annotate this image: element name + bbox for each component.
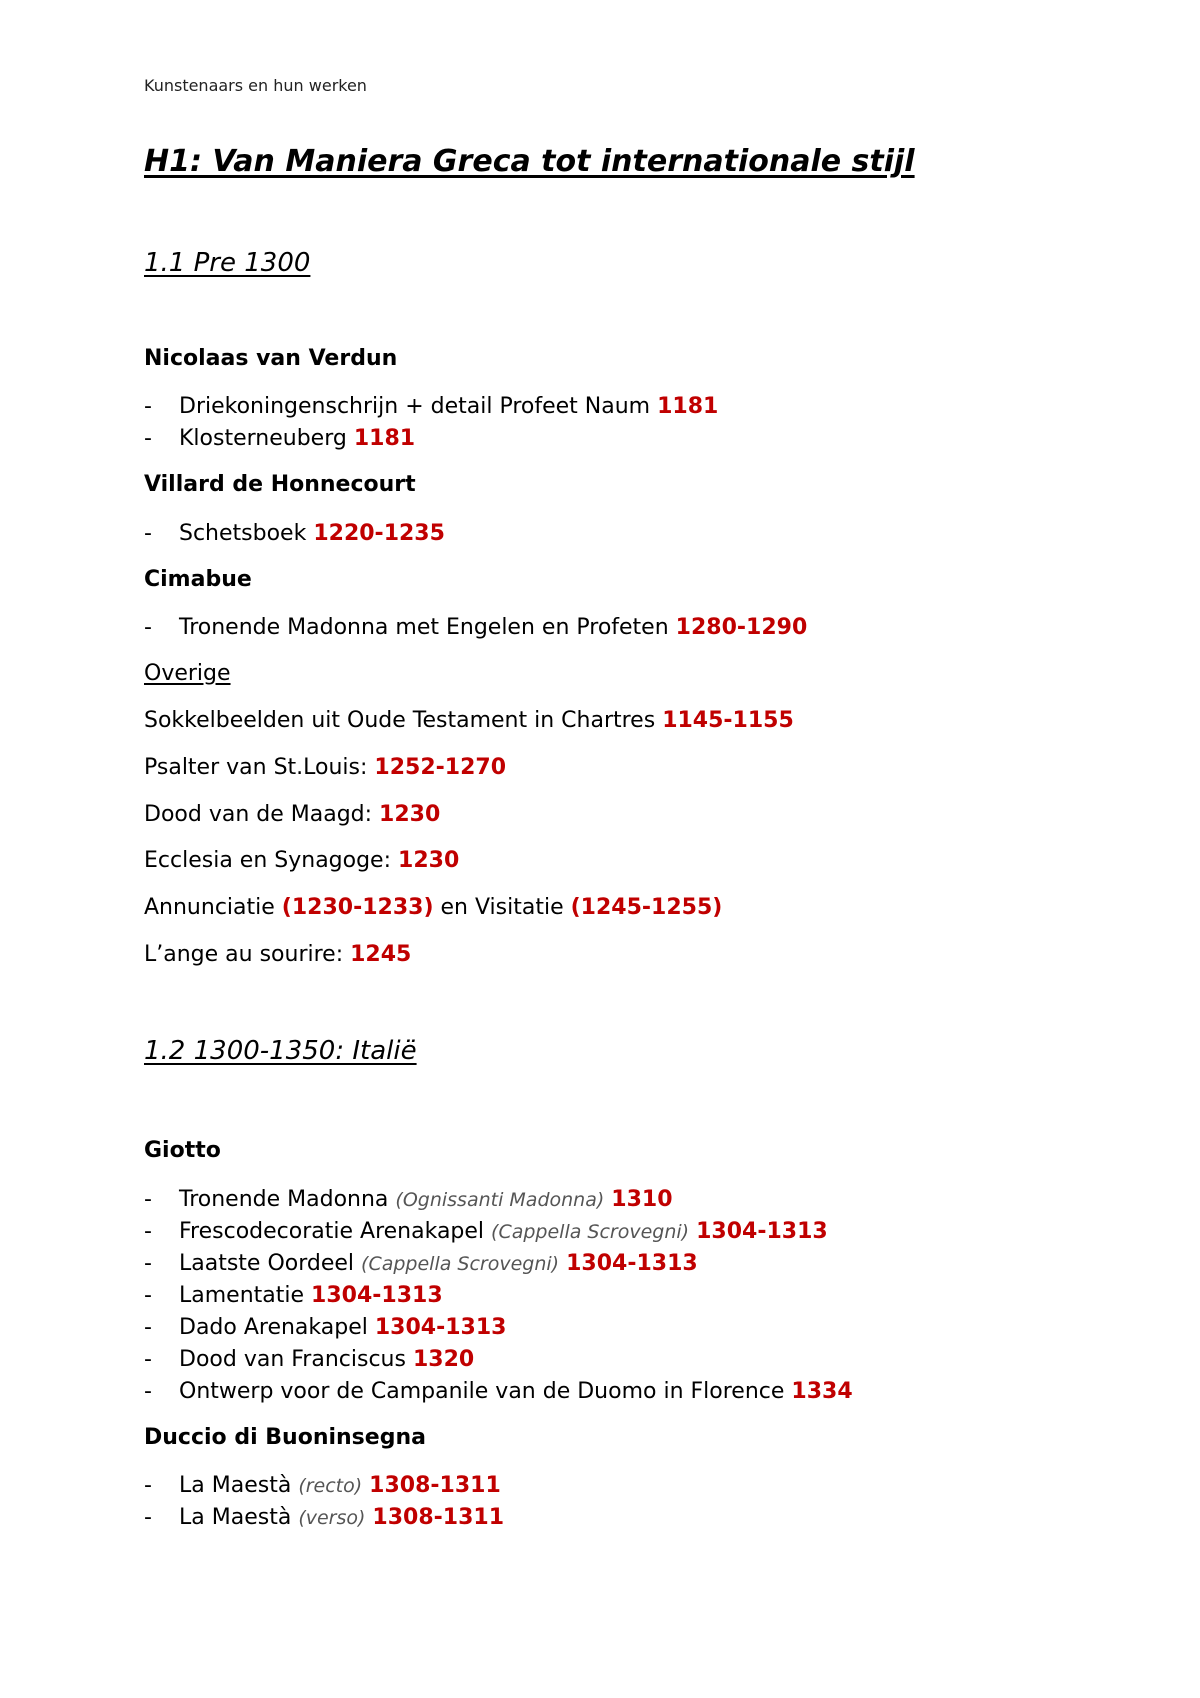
work-title: Ontwerp voor de Campanile van de Duomo in Florence <box>179 1379 785 1404</box>
work-date: 1304-1313 <box>696 1219 828 1244</box>
work-title: Sokkelbeelden uit Oude Testament in Chartres <box>144 708 656 733</box>
work-date: 1245 <box>350 942 412 967</box>
bullet-dash: - <box>144 1473 152 1498</box>
bullet-dash: - <box>144 1219 152 1244</box>
work-title: Tronende Madonna <box>179 1187 389 1212</box>
work-date: (1230-1233) <box>281 895 434 920</box>
bullet-dash: - <box>144 615 152 640</box>
list-item <box>144 1379 853 1404</box>
list-item <box>144 848 459 873</box>
section-title-pre-1300: 1.1 Pre 1300 <box>144 248 311 278</box>
work-date: 1145-1155 <box>662 708 794 733</box>
artist-name: Nicolaas van Verdun <box>144 346 398 371</box>
work-title: Schetsboek <box>179 521 307 546</box>
list-item <box>144 394 719 419</box>
work-date-secondary: (1245-1255) <box>570 895 723 920</box>
artist-name: Cimabue <box>144 567 252 592</box>
work-alt-title: (Cappella Scrovegni) <box>361 1253 560 1275</box>
work-date: 1304-1313 <box>311 1283 443 1308</box>
bullet-dash: - <box>144 1251 152 1276</box>
work-title: La Maestà <box>179 1505 292 1530</box>
work-title: Tronende Madonna met Engelen en Profeten <box>179 615 669 640</box>
bullet-dash: - <box>144 394 152 419</box>
work-date: 1304-1313 <box>374 1315 507 1340</box>
work-title: Lamentatie <box>179 1283 305 1308</box>
section-title-1300-1350: 1.2 1300-1350: Italië <box>144 1036 417 1066</box>
work-date: 1230 <box>398 848 460 873</box>
list-item <box>144 426 416 451</box>
list-item <box>144 615 808 640</box>
work-date: 1181 <box>657 394 719 419</box>
list-item <box>144 942 411 967</box>
chapter-title: H1: Van Maniera Greca tot internationale stijl <box>144 144 915 179</box>
bullet-dash: - <box>144 1315 152 1340</box>
work-title: Psalter van St.Louis: <box>144 755 368 780</box>
work-date: 1181 <box>353 426 416 451</box>
work-date: 1334 <box>791 1379 853 1404</box>
running-header: Kunstenaars en hun werken <box>144 76 367 95</box>
work-date: 1308-1311 <box>369 1473 501 1498</box>
work-title: Dado Arenakapel <box>179 1315 368 1340</box>
work-date: 1320 <box>412 1347 475 1372</box>
artist-name: Duccio di Buoninsegna <box>144 1425 426 1450</box>
list-item <box>144 895 722 920</box>
bullet-dash: - <box>144 1505 152 1530</box>
work-alt-title: (Cappella Scrovegni) <box>491 1221 690 1243</box>
list-item <box>144 1219 828 1244</box>
subheading-overige: Overige <box>144 661 231 686</box>
work-title: Frescodecoratie Arenakapel <box>179 1219 485 1244</box>
list-item <box>144 708 794 733</box>
artist-name: Giotto <box>144 1138 221 1163</box>
bullet-dash: - <box>144 1379 152 1404</box>
work-title: Annunciatie <box>144 895 275 920</box>
work-title: La Maestà <box>179 1473 292 1498</box>
list-item <box>144 1283 443 1308</box>
bullet-dash: - <box>144 1347 152 1372</box>
list-item <box>144 1347 475 1372</box>
work-title: Dood van Franciscus <box>179 1347 406 1372</box>
work-title: Ecclesia en Synagoge: <box>144 848 392 873</box>
work-date: 1230 <box>379 802 441 827</box>
list-item <box>144 1187 673 1212</box>
bullet-dash: - <box>144 521 152 546</box>
work-title: Driekoningenschrijn + detail Profeet Naum <box>179 394 651 419</box>
bullet-dash: - <box>144 1283 152 1308</box>
work-date: 1252-1270 <box>374 755 507 780</box>
list-item <box>144 521 445 546</box>
work-alt-title: (Ognissanti Madonna) <box>395 1189 605 1211</box>
work-title: Laatste Oordeel <box>179 1251 355 1276</box>
list-item <box>144 1505 504 1530</box>
list-item <box>144 1251 698 1276</box>
work-title: Klosterneuberg <box>179 426 347 451</box>
work-alt-title: (verso) <box>298 1507 366 1529</box>
work-alt-title: (recto) <box>298 1475 363 1497</box>
list-item <box>144 1315 507 1340</box>
work-date: 1310 <box>611 1187 673 1212</box>
work-date: 1280-1290 <box>675 615 808 640</box>
work-date: 1308-1311 <box>372 1505 504 1530</box>
bullet-dash: - <box>144 426 152 451</box>
work-date: 1220-1235 <box>313 521 445 546</box>
artist-name: Villard de Honnecourt <box>144 472 416 497</box>
work-title: Dood van de Maagd: <box>144 802 373 827</box>
work-date: 1304-1313 <box>566 1251 698 1276</box>
bullet-dash: - <box>144 1187 152 1212</box>
list-item <box>144 802 440 827</box>
work-title: L’ange au sourire: <box>144 942 344 967</box>
list-item <box>144 755 506 780</box>
list-item <box>144 1473 501 1498</box>
work-title-secondary: en Visitatie <box>440 895 564 920</box>
